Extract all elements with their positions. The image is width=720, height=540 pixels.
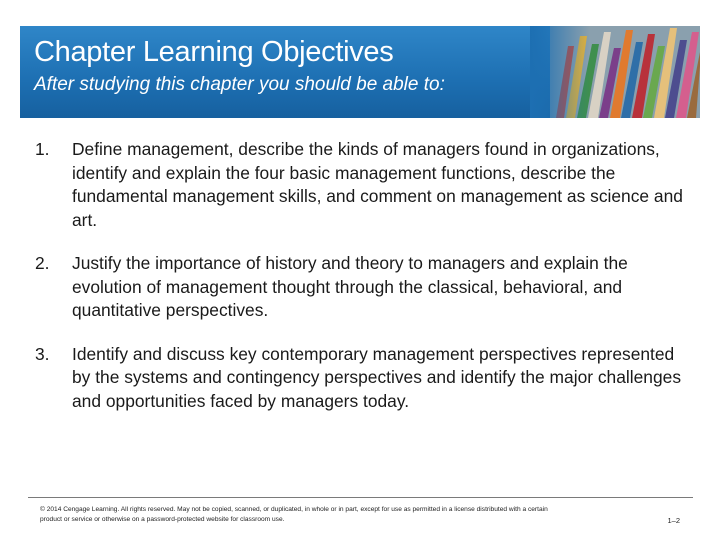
objective-number: 3. <box>35 343 50 364</box>
objective-item <box>20 343 690 414</box>
slide-subtitle: After studying this chapter you should be able to: <box>34 74 445 95</box>
objective-text: Justify the importance of history and theory to managers and explain the evolution of management thought through the classical, behavioral, and quantitative perspectives. <box>72 253 628 320</box>
objectives-list <box>20 138 690 433</box>
objective-item <box>20 138 690 232</box>
page-number: 1–2 <box>667 516 680 525</box>
objective-text: Define management, describe the kinds of managers found in organizations, identify and explain the four basic management functions, describe the fundamental management skills, and comment on management as science and art. <box>72 139 683 230</box>
header-image-fade <box>530 26 590 118</box>
slide-title: Chapter Learning Objectives <box>34 36 394 68</box>
objective-text: Identify and discuss key contemporary management perspectives represented by the systems and contingency perspectives and identify the major challenges and opportunities faced by managers today. <box>72 343 682 411</box>
header-band <box>20 26 700 118</box>
footer-divider <box>28 497 693 498</box>
objective-number: 2. <box>35 253 50 273</box>
objective-number: 1. <box>35 139 50 159</box>
copyright-notice: © 2014 Cengage Learning. All rights reserved. May not be copied, scanned, or duplicated, in whole or in part, except for use as permitted in a license distributed with a certain product or service or otherwise on a password-protected website for classroom use. <box>40 506 548 523</box>
objective-item <box>20 252 690 323</box>
